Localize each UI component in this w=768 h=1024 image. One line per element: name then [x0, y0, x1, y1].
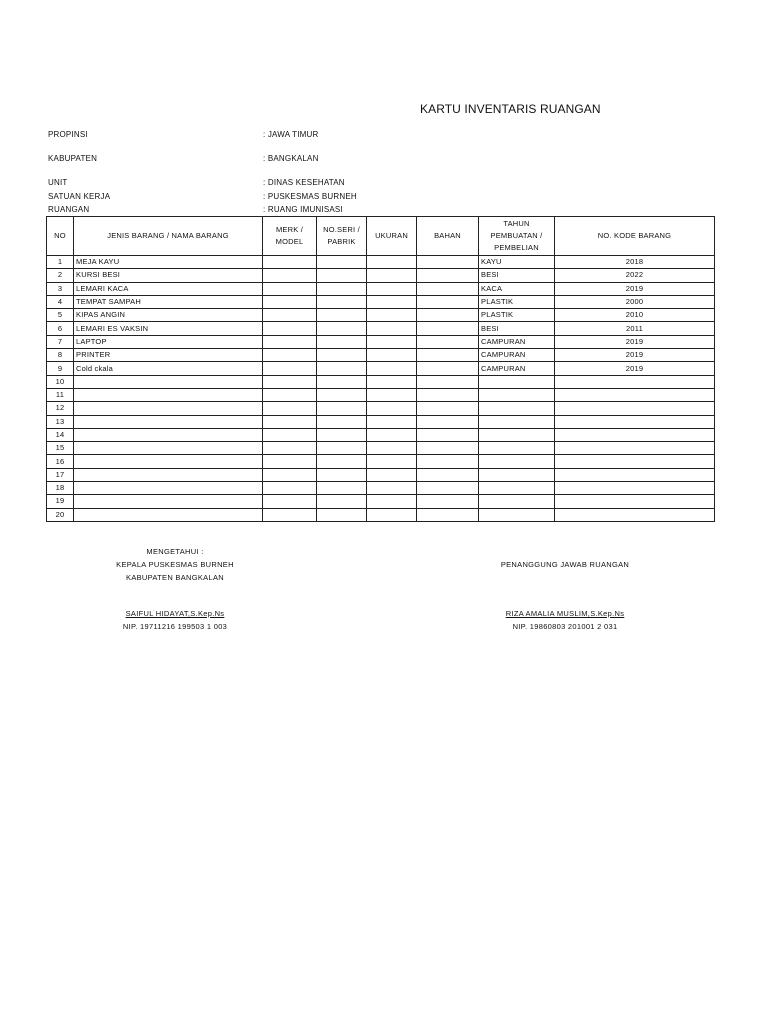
cell-bahan	[417, 322, 479, 335]
cell-bahan	[417, 335, 479, 348]
cell-tahun: CAMPURAN	[479, 349, 555, 362]
cell-bahan	[417, 508, 479, 521]
cell-seri	[317, 322, 367, 335]
cell-ukuran	[367, 322, 417, 335]
info-label: RUANGAN	[48, 205, 90, 214]
header-bahan: BAHAN	[417, 217, 479, 256]
cell-jenis	[74, 428, 263, 441]
cell-kode	[555, 428, 715, 441]
table-row	[47, 468, 715, 481]
cell-jenis	[74, 375, 263, 388]
cell-seri	[317, 335, 367, 348]
cell-kode	[555, 388, 715, 401]
cell-seri	[317, 269, 367, 282]
cell-kode	[555, 482, 715, 495]
table-row	[47, 508, 715, 521]
cell-seri	[317, 309, 367, 322]
info-row-kabupaten	[48, 154, 448, 163]
sig-left-line2: KEPALA PUSKESMAS BURNEH	[116, 560, 234, 569]
cell-kode: 2019	[555, 335, 715, 348]
cell-merk	[263, 415, 317, 428]
sig-left-line3: KABUPATEN BANGKALAN	[126, 573, 224, 582]
cell-bahan	[417, 256, 479, 269]
cell-jenis	[74, 415, 263, 428]
cell-bahan	[417, 269, 479, 282]
cell-no: 16	[47, 455, 74, 468]
cell-kode	[555, 495, 715, 508]
cell-tahun: KAYU	[479, 256, 555, 269]
cell-bahan	[417, 295, 479, 308]
table-row	[47, 482, 715, 495]
cell-seri	[317, 468, 367, 481]
cell-no: 9	[47, 362, 74, 375]
header-ukuran: UKURAN	[367, 217, 417, 256]
cell-no: 11	[47, 388, 74, 401]
cell-ukuran	[367, 335, 417, 348]
cell-merk	[263, 322, 317, 335]
cell-ukuran	[367, 415, 417, 428]
cell-tahun: PLASTIK	[479, 295, 555, 308]
cell-no: 5	[47, 309, 74, 322]
cell-seri	[317, 256, 367, 269]
table-row	[47, 256, 715, 269]
sig-right-name: RIZA AMALIA MUSLIM,S.Kep.Ns	[505, 609, 625, 618]
table-row	[47, 388, 715, 401]
cell-merk	[263, 309, 317, 322]
cell-jenis	[74, 482, 263, 495]
cell-kode	[555, 375, 715, 388]
sig-left-name: SAIFUL HIDAYAT,S.Kep.Ns	[125, 609, 225, 618]
cell-ukuran	[367, 349, 417, 362]
table-row	[47, 362, 715, 375]
cell-seri	[317, 428, 367, 441]
cell-merk	[263, 508, 317, 521]
cell-merk	[263, 269, 317, 282]
cell-tahun	[479, 415, 555, 428]
info-label: SATUAN KERJA	[48, 192, 111, 201]
cell-tahun: CAMPURAN	[479, 335, 555, 348]
cell-kode	[555, 508, 715, 521]
info-value: : JAWA TIMUR	[263, 130, 319, 139]
info-label: UNIT	[48, 178, 68, 187]
sig-right-line1: PENANGGUNG JAWAB RUANGAN	[500, 560, 630, 569]
cell-no: 12	[47, 402, 74, 415]
cell-kode: 2019	[555, 362, 715, 375]
sig-left-line1: MENGETAHUI :	[146, 547, 204, 556]
cell-tahun	[479, 495, 555, 508]
cell-ukuran	[367, 309, 417, 322]
info-label: PROPINSI	[48, 130, 88, 139]
cell-merk	[263, 495, 317, 508]
cell-seri	[317, 388, 367, 401]
info-row-satuan-kerja	[48, 192, 448, 201]
cell-seri	[317, 455, 367, 468]
cell-merk	[263, 442, 317, 455]
cell-jenis	[74, 402, 263, 415]
cell-ukuran	[367, 256, 417, 269]
cell-jenis	[74, 388, 263, 401]
cell-bahan	[417, 482, 479, 495]
sig-right-nip: NIP. 19860803 201001 2 031	[512, 622, 618, 631]
table-row	[47, 495, 715, 508]
table-row	[47, 349, 715, 362]
cell-kode: 2022	[555, 269, 715, 282]
cell-no: 13	[47, 415, 74, 428]
cell-ukuran	[367, 295, 417, 308]
cell-kode	[555, 442, 715, 455]
cell-jenis	[74, 442, 263, 455]
cell-jenis	[74, 508, 263, 521]
header-jenis-barang: JENIS BARANG / NAMA BARANG	[74, 217, 263, 256]
cell-kode: 2019	[555, 282, 715, 295]
cell-ukuran	[367, 495, 417, 508]
cell-ukuran	[367, 282, 417, 295]
cell-kode: 2011	[555, 322, 715, 335]
table-row	[47, 415, 715, 428]
cell-bahan	[417, 402, 479, 415]
cell-tahun: KACA	[479, 282, 555, 295]
cell-no: 6	[47, 322, 74, 335]
cell-no: 2	[47, 269, 74, 282]
cell-tahun: CAMPURAN	[479, 362, 555, 375]
cell-jenis: TEMPAT SAMPAH	[74, 295, 263, 308]
cell-bahan	[417, 495, 479, 508]
cell-no: 7	[47, 335, 74, 348]
cell-no: 14	[47, 428, 74, 441]
cell-seri	[317, 402, 367, 415]
cell-ukuran	[367, 442, 417, 455]
signature-right	[490, 560, 640, 635]
cell-seri	[317, 282, 367, 295]
cell-merk	[263, 428, 317, 441]
cell-bahan	[417, 375, 479, 388]
cell-no: 19	[47, 495, 74, 508]
cell-no: 15	[47, 442, 74, 455]
header-no-seri: NO.SERI / PABRIK	[317, 217, 367, 256]
cell-ukuran	[367, 269, 417, 282]
info-row-unit	[48, 178, 448, 187]
cell-bahan	[417, 388, 479, 401]
info-row-propinsi	[48, 130, 448, 139]
document-title: KARTU INVENTARIS RUANGAN	[420, 102, 601, 116]
cell-tahun	[479, 428, 555, 441]
cell-merk	[263, 468, 317, 481]
cell-seri	[317, 295, 367, 308]
cell-ukuran	[367, 455, 417, 468]
cell-tahun: PLASTIK	[479, 309, 555, 322]
table-row	[47, 375, 715, 388]
cell-seri	[317, 415, 367, 428]
cell-jenis	[74, 495, 263, 508]
table-row	[47, 402, 715, 415]
table-row	[47, 428, 715, 441]
cell-merk	[263, 256, 317, 269]
cell-merk	[263, 362, 317, 375]
info-value: : BANGKALAN	[263, 154, 319, 163]
cell-no: 20	[47, 508, 74, 521]
header-kode-barang: NO. KODE BARANG	[555, 217, 715, 256]
cell-no: 4	[47, 295, 74, 308]
table-row	[47, 455, 715, 468]
cell-kode: 2000	[555, 295, 715, 308]
cell-merk	[263, 349, 317, 362]
cell-ukuran	[367, 388, 417, 401]
cell-kode	[555, 402, 715, 415]
cell-jenis	[74, 455, 263, 468]
cell-bahan	[417, 349, 479, 362]
table-row	[47, 269, 715, 282]
cell-kode: 2018	[555, 256, 715, 269]
cell-merk	[263, 402, 317, 415]
cell-no: 1	[47, 256, 74, 269]
cell-merk	[263, 282, 317, 295]
cell-seri	[317, 349, 367, 362]
cell-ukuran	[367, 428, 417, 441]
cell-tahun	[479, 388, 555, 401]
cell-merk	[263, 335, 317, 348]
table-body	[47, 256, 715, 522]
cell-seri	[317, 495, 367, 508]
cell-tahun	[479, 375, 555, 388]
cell-merk	[263, 295, 317, 308]
cell-jenis: LEMARI ES VAKSIN	[74, 322, 263, 335]
header-no: NO	[47, 217, 74, 256]
cell-tahun	[479, 482, 555, 495]
cell-seri	[317, 362, 367, 375]
cell-kode	[555, 455, 715, 468]
cell-merk	[263, 375, 317, 388]
cell-merk	[263, 388, 317, 401]
cell-ukuran	[367, 402, 417, 415]
signature-left	[100, 547, 250, 635]
cell-bahan	[417, 468, 479, 481]
table-row	[47, 282, 715, 295]
cell-ukuran	[367, 508, 417, 521]
table-row	[47, 295, 715, 308]
cell-ukuran	[367, 362, 417, 375]
table-row	[47, 335, 715, 348]
cell-jenis: KIPAS ANGIN	[74, 309, 263, 322]
table-header-row	[47, 217, 715, 256]
sig-left-nip: NIP. 19711216 199503 1 003	[122, 622, 228, 631]
cell-tahun	[479, 508, 555, 521]
cell-jenis	[74, 468, 263, 481]
cell-seri	[317, 375, 367, 388]
cell-no: 17	[47, 468, 74, 481]
cell-jenis: PRINTER	[74, 349, 263, 362]
cell-no: 8	[47, 349, 74, 362]
info-value: : RUANG IMUNISASI	[263, 205, 343, 214]
table-row	[47, 322, 715, 335]
cell-tahun	[479, 455, 555, 468]
cell-tahun: BESI	[479, 322, 555, 335]
table-row	[47, 442, 715, 455]
header-merk: MERK / MODEL	[263, 217, 317, 256]
cell-jenis: LEMARI KACA	[74, 282, 263, 295]
cell-merk	[263, 482, 317, 495]
cell-jenis: KURSI BESI	[74, 269, 263, 282]
info-row-ruangan	[48, 205, 448, 214]
cell-ukuran	[367, 375, 417, 388]
cell-jenis: MEJA KAYU	[74, 256, 263, 269]
info-label: KABUPATEN	[48, 154, 98, 163]
cell-no: 3	[47, 282, 74, 295]
cell-jenis: LAPTOP	[74, 335, 263, 348]
cell-ukuran	[367, 482, 417, 495]
inventory-table	[46, 216, 715, 522]
table-row	[47, 309, 715, 322]
cell-no: 10	[47, 375, 74, 388]
cell-bahan	[417, 442, 479, 455]
cell-kode: 2019	[555, 349, 715, 362]
info-value: : PUSKESMAS BURNEH	[263, 192, 357, 201]
cell-bahan	[417, 282, 479, 295]
cell-tahun	[479, 442, 555, 455]
info-value: : DINAS KESEHATAN	[263, 178, 345, 187]
cell-bahan	[417, 455, 479, 468]
cell-bahan	[417, 362, 479, 375]
cell-seri	[317, 508, 367, 521]
cell-bahan	[417, 309, 479, 322]
cell-merk	[263, 455, 317, 468]
cell-kode	[555, 468, 715, 481]
cell-kode: 2010	[555, 309, 715, 322]
cell-ukuran	[367, 468, 417, 481]
cell-seri	[317, 442, 367, 455]
cell-bahan	[417, 428, 479, 441]
cell-jenis: Cold ckala	[74, 362, 263, 375]
header-tahun: TAHUN PEMBUATAN / PEMBELIAN	[479, 217, 555, 256]
cell-kode	[555, 415, 715, 428]
cell-tahun: BESI	[479, 269, 555, 282]
cell-no: 18	[47, 482, 74, 495]
cell-tahun	[479, 468, 555, 481]
cell-seri	[317, 482, 367, 495]
cell-bahan	[417, 415, 479, 428]
cell-tahun	[479, 402, 555, 415]
